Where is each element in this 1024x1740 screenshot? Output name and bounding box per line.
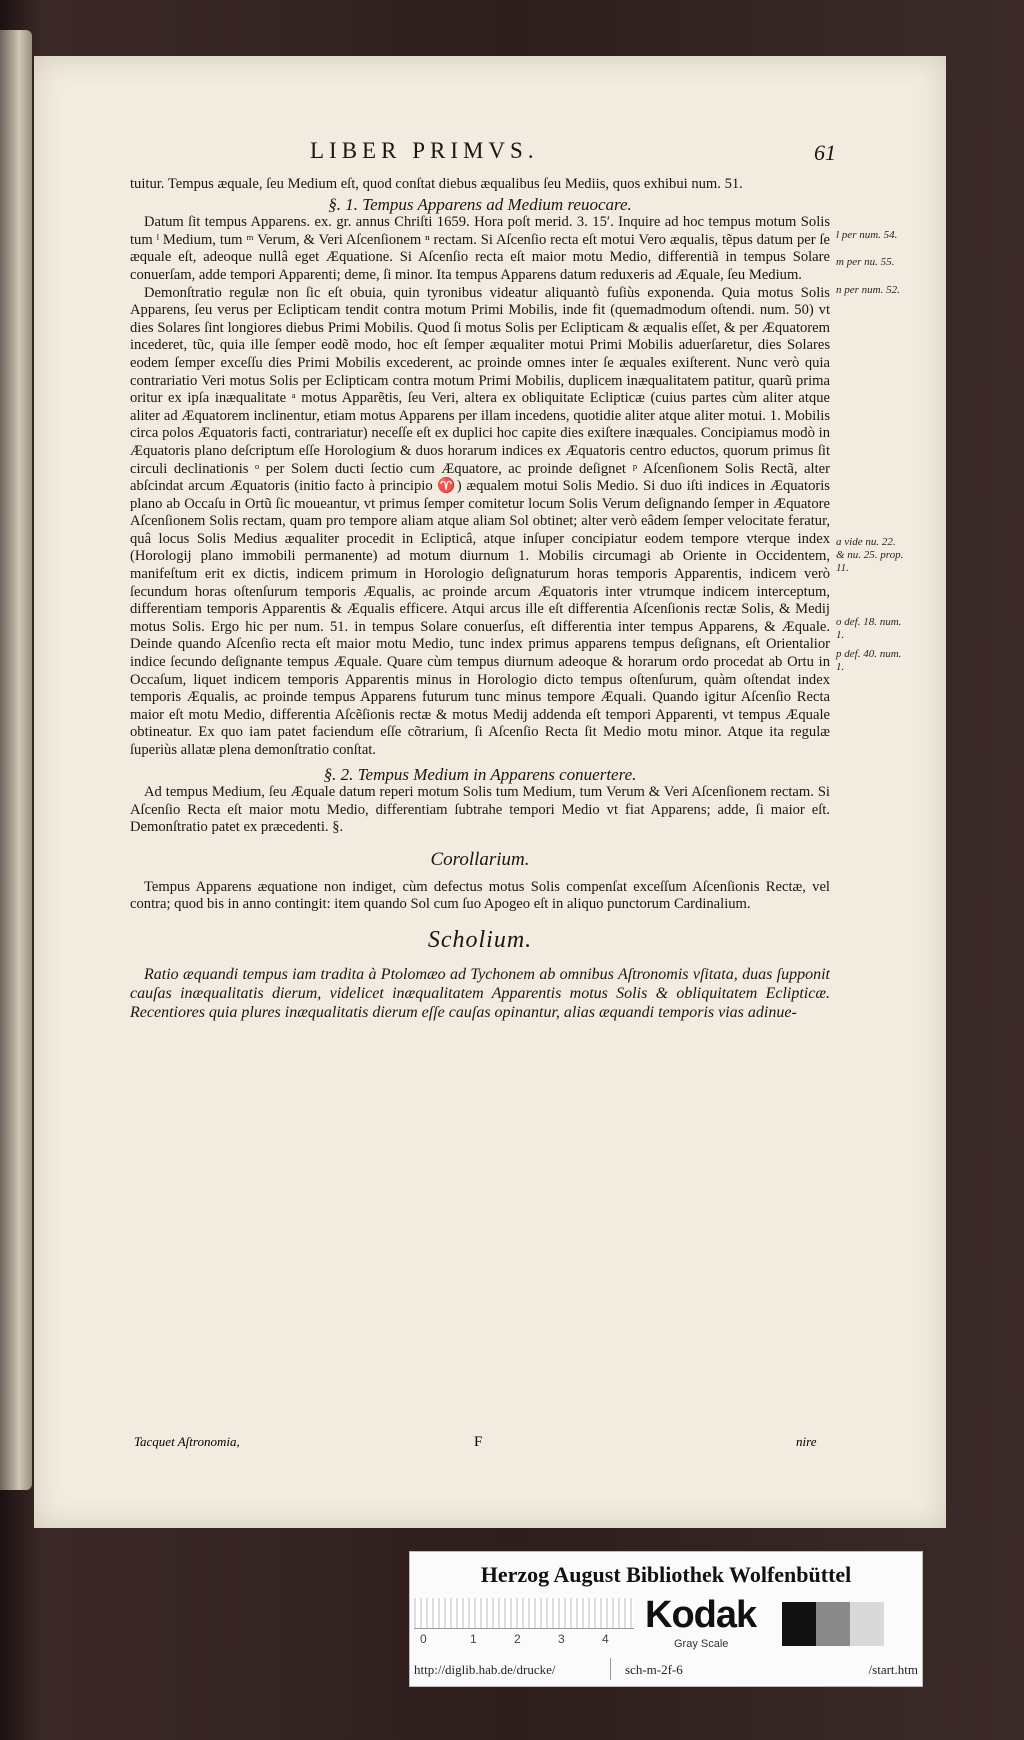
corollarium-paragraph: Tempus Apparens æquatione non indiget, cùm defectus motus Solis compenſat exceſſum Aſcenſionis Rectæ, vel contra; quod bis in anno contingit: item quando Sol cum ſuo Apogeo eſt in aliquo punctorum Cardinalium. (130, 878, 830, 913)
library-name: Herzog August Bibliothek Wolfenbüttel (480, 1562, 852, 1587)
margin-note: n per num. 52. (836, 284, 900, 296)
margin-note: l per num. 54. (836, 229, 898, 241)
margin-note: m per nu. 55. (836, 256, 895, 268)
section-1-paragraph-2: Demonſtratio regulæ non ſic eſt obuia, quin tyronibus videatur aliquantò fuſiùs exponenda. Quia motus Solis Apparens, ſeu verus per Eclipticam tendit contra motum Primi Mobilis, inde fit (quemadmodum oſtendi. num. 50) vt dies Solares ſint longiores diebus Primi Mobilis. Quod ſi motus Solis per Eclipticam & æqualis eſſet, & per Æquatorem incederet, tũc, quia ille ſemper eodẽ modo, hoc eſt ſemper æqualiter motui Primi Mobilis aduerſaretur, dies Solares eodem ſemper exceſſu dies Primi Mobilis excederent, ac proinde omnes inter ſe æquales exiſterent. Nunc verò quia contrariatio Veri motus Solis per Eclipticam contra motum Primi Mobilis, duplicem inæqualitatem patitur, quarũ prima oritur ex ipſa inæqualitate ᵃ motus Apparẽtis, ſeu Veri, altera ex obliquitate Eclipticæ (cuius partes cùm aliter atque aliter ad Æquatorem inclinentur, etiam motus Apparens per illam incedens, quotidie aliter atque aliter motui. 1. Mobilis circa polos Æquatoris facti, contrariatur) neceſſe eſt ex duplici hoc capite dies exiſtere inæquales. Concipiamus modò in Æquatoris plano deſcriptum eſſe Horologium & duos horarum indices ex Æquatoris centro eductos, quorum primus ſit circuli declinationis ᵒ per Solem ducti ſectio cum Æquatore, ac proinde deſignet ᵖ Aſcenſionem Solis Rectã, alter abſcindat arcum Æquatoris (initio facto à principio ♈) æqualem motui Solis Medio. Si duo iſti indices in Æquatoris plano ab Occaſu in Ortũ ſic moueantur, vt primus ſemper comitetur locum Solis Verum deſignando ſemper in Æquatore Aſcenſionem Solis rectam, quam pro tempore aliam atque aliam Sol obtinet; alter verò eâdem ſemper velocitate feratur, quâ locus Solis Medius æqualiter procedit in Eclipticâ, atque inſuper concipiatur eodem tempore vterque index (Horologij plano immobili permanente) ad motum diurnum 1. Mobilis circumagi ab Oriente in Occidentem, manifeſtum erit ex dictis, indicem primum in Horologio deſignaturum horas temporis Apparentis, indicem verò ſecundum horas oſtenſurum temporis Æqualis, ac proinde arcum Æquatoris inter vtrumque indicem interceptum, differentiam temporis Apparentis & Æqualis efficere. Atqui arcus ille eſt differentia Aſcenſionis rectæ Solis, & Medij motus Solis. Ergo hic per num. 51. in tempus Solare conuerſus, eſt differentia inter tempus Apparens, & Æquale. Deinde quando Aſcenſio recta eſt maior motu Medio, tunc index primus apparens tempus deſignans, eſt Orientalior indice ſecundo deſignante tempus Æquale. Quare cùm tempus diurnum adeoque & horarum ordo procedat ab Ortu in Occaſum, liquet indicem temporis Apparentis minus in Horologio dicto tempus oſtenſurum, quàm oſtendat index temporis Æqualis, ac proinde tempus Apparens futurum tunc minus tempore Æquali. Quando igitur Aſcenſio Recta maior eſt motu Medio, differentia Aſcẽſionis rectæ & motus Medij addenda eſt tempori Apparenti, vt tempus Æquale obtineatur. Ex quo iam patet faciendum eſſe cõtrarium, ſi Aſcenſio Recta ſit Medio motu minor. Atque ita regulæ ſuperiùs allatæ plena demonſtratio conſtat. (130, 284, 830, 758)
scale-number: 1 (470, 1632, 477, 1646)
corollarium-heading: Corollarium. (430, 848, 530, 870)
intro-paragraph: tuitur. Tempus æquale, ſeu Medium eſt, quod conſtat diebus æqualibus ſeu Mediis, quos exhibui num. 51. (130, 176, 743, 192)
section-2-heading: §. 2. Tempus Medium in Apparens conuertere. (323, 764, 637, 784)
library-color-card (409, 1551, 923, 1687)
gray-swatch-light (850, 1602, 884, 1646)
library-url-suffix: /start.htm (868, 1662, 918, 1677)
left-page-edge (0, 30, 32, 1490)
running-head: LIBER PRIMVS. (310, 138, 539, 163)
margin-note: a vide nu. 22. & nu. 25. prop. 11. (836, 536, 904, 574)
scale-number: 2 (514, 1632, 521, 1646)
scale-number: 0 (420, 1632, 427, 1646)
section-1-heading: §. 1. Tempus Apparens ad Medium reuocare. (328, 194, 632, 214)
section-1-paragraph-1: Datum ſit tempus Apparens. ex. gr. annus Chriſti 1659. Hora poſt merid. 3. 15′. Inquire ad hoc tempus motum Solis tum ˡ Medium, tum ᵐ Verum, & Veri Aſcenſionem ⁿ rectam. Si Aſcenſio recta eſt motui Vero æqualis, tẽpus datum per ſe æquale eſt, adeoque nullâ eget Æquatione. Si Aſcenſio recta eſt maior motu Medio, differentiã in tempus Solare conuerſam, adde tempori Apparenti; deme, ſi minor. Ita tempus Apparens datum reduxeris ad Æquale, ſeu Medium. (130, 214, 830, 283)
kodak-logo: Kodak (645, 1594, 757, 1636)
gray-swatch-mid (816, 1602, 850, 1646)
gray-swatch-black (782, 1602, 816, 1646)
divider (610, 1658, 611, 1680)
margin-note: p def. 40. num. 1. (836, 648, 902, 673)
page-header (130, 138, 836, 172)
scholium-heading: Scholium. (427, 926, 533, 953)
page-number: 61 (814, 140, 836, 165)
scale-number: 4 (602, 1632, 609, 1646)
text-body (130, 176, 830, 1022)
catchword: nire (796, 1434, 817, 1449)
scale-number: 3 (558, 1632, 565, 1646)
scholium-paragraph: Ratio æquandi tempus iam tradita à Ptolomæo ad Tychonem ab omnibus Aſtronomis vſitata, duas ſupponit cauſas inæqualitatis dierum, videlicet inæqualitatem Apparentis motus Solis & obliquitatem Eclipticæ. Recentiores quia plures inæqualitatis dierum eſſe cauſas opinantur, alias æquandi temporis vias adinue- (130, 966, 830, 1022)
footer-title: Tacquet Aſtronomia, (134, 1434, 240, 1449)
ruler-scale (414, 1598, 634, 1629)
section-2-paragraph: Ad tempus Medium, ſeu Æquale datum reperi motum Solis tum Medium, tum Verum & Veri Aſcenſionem rectam. Si Aſcenſio Recta eſt maior motu Medio, differentiam ſubtrahe tempori Medio vt fiat Apparens; adde, ſi maior eſt. Demonſtratio patet ex præcedenti. §. (130, 784, 830, 836)
library-url: http://diglib.hab.de/drucke/ (414, 1662, 556, 1677)
book-page (34, 56, 946, 1528)
shelfmark: sch-m-2f-6 (625, 1662, 683, 1677)
gray-scale-label: Gray Scale (674, 1638, 729, 1650)
margin-note: o def. 18. num. 1. (836, 616, 902, 641)
signature-mark: F (474, 1434, 483, 1450)
